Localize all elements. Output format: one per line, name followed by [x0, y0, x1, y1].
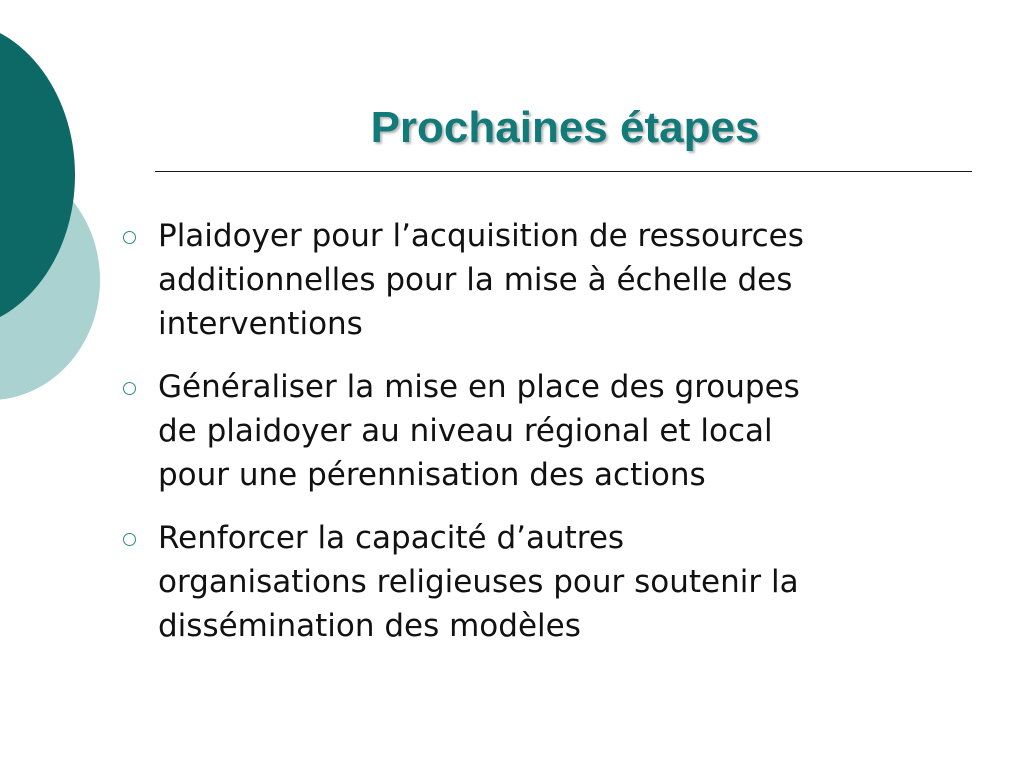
bullet-text: Généraliser la mise en place des groupes de plaidoyer au niveau régional et local pour une pérennisation des actions	[158, 369, 800, 493]
hollow-circle-bullet-icon	[123, 231, 136, 244]
title-underline	[155, 171, 972, 172]
list-item	[120, 365, 960, 497]
bullet-text: Renforcer la capacité d’autres organisations religieuses pour soutenir la dissémination des modèles	[158, 520, 799, 644]
list-item	[120, 516, 960, 648]
list-item	[120, 214, 960, 346]
slide-title: Prochaines étapes	[370, 103, 760, 152]
hollow-circle-bullet-icon	[123, 533, 136, 546]
bullet-text: Plaidoyer pour l’acquisition de ressources additionnelles pour la mise à échelle des interventions	[158, 218, 804, 342]
hollow-circle-bullet-icon	[123, 382, 136, 395]
bullet-list	[120, 214, 960, 667]
